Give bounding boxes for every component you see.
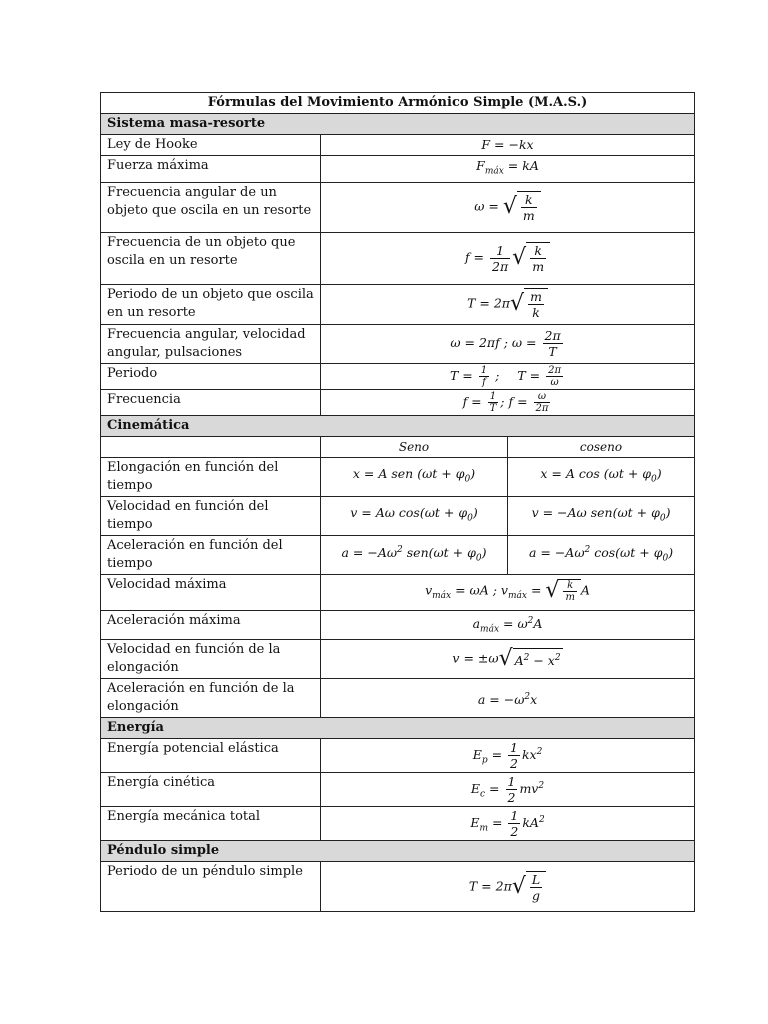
section-energy: Energía [101, 718, 695, 739]
page-title: Fórmulas del Movimiento Armónico Simple (M.A.S.) [101, 93, 695, 114]
column-header-cosine: coseno [508, 436, 695, 457]
row-label-period: Periodo [101, 363, 321, 389]
row-label-mechanical: Energía mecánica total [101, 807, 321, 841]
section-kinematics: Cinemática [101, 415, 695, 436]
formula-hooke: F = −kx [321, 135, 695, 156]
formula-velocity-sine: v = Aω $\cos(\omega t + \varphi_0)$ [321, 496, 508, 535]
formula-period: T = $\frac{1}{f}$ ; T = $\frac{2\pi}{\omega}$ [321, 363, 695, 389]
header-blank [101, 436, 321, 457]
formula-pendulum-period: T = 2π√ $\frac{L}{g}$ [321, 862, 695, 912]
formula-table [100, 92, 695, 912]
row-label-max-force: Fuerza máxima [101, 156, 321, 183]
formula-velocity-cosine: v = −Aω $sen(\omega t + \varphi_0)$ [508, 496, 695, 535]
section-pendulum: Péndulo simple [101, 841, 695, 862]
formula-acceleration-sine: $a = -A\omega^2$ $sen(\omega t + \varphi_0)$ [321, 535, 508, 574]
formula-ang-freq-spring: ω = √ $\frac{k}{m}$ [321, 182, 695, 232]
formula-period-spring: T = 2π√ $\frac{m}{k}$ [321, 284, 695, 324]
formula-elongation-sine: x = A sen $(\omega t + \varphi_0)$ [321, 457, 508, 496]
row-label-accel-elong: Aceleración en función de la elongación [101, 679, 321, 718]
formula-frequency: f = $\frac{1}{T}$ ; f = $\frac{\omega}{2\pi}$ [321, 389, 695, 415]
formula-accel-elong: $a = -\omega^2x$ [321, 679, 695, 718]
formula-max-acceleration: $a_{máx} = \omega^2A$ [321, 610, 695, 640]
row-label-pendulum-period: Periodo de un péndulo simple [101, 862, 321, 912]
row-label-potential: Energía potencial elástica [101, 739, 321, 773]
formula-velocity-elong: v = ±ω√ $A^2 - x^2$ [321, 640, 695, 679]
formula-elongation-cosine: x = A $\cos (\omega t + \varphi_0)$ [508, 457, 695, 496]
row-label-period-spring: Periodo de un objeto que oscila en un resorte [101, 284, 321, 324]
formula-freq-spring: f = $\frac{1}{2\pi}$ √ $\frac{k}{m}$ [321, 232, 695, 284]
row-label-ang-freq-spring: Frecuencia angular de un objeto que oscila en un resorte [101, 182, 321, 232]
formula-acceleration-cosine: $a = -A\omega^2$ $\cos(\omega t + \varphi_0)$ [508, 535, 695, 574]
column-header-sine: Seno [321, 436, 508, 457]
formula-mechanical: $E_m$ = $\frac{1}{2}$ $kA^2$ [321, 807, 695, 841]
row-label-hooke: Ley de Hooke [101, 135, 321, 156]
row-label-max-acceleration: Aceleración máxima [101, 610, 321, 640]
formula-max-force: $F_{máx}$ = kA [321, 156, 695, 183]
row-label-frequency: Frecuencia [101, 389, 321, 415]
formula-potential: $E_p$ = $\frac{1}{2}$ $kx^2$ [321, 739, 695, 773]
formula-ang-freq: ω = 2πf ; ω = $\frac{2\pi}{T}$ [321, 324, 695, 363]
formula-max-velocity: $v_{máx} = \omega A$ ; $v_{máx}$ = √ $\frac{k}{m}$ A [321, 574, 695, 610]
row-label-max-velocity: Velocidad máxima [101, 574, 321, 610]
row-label-velocity-elong: Velocidad en función de la elongación [101, 640, 321, 679]
formula-kinetic: $E_c$ = $\frac{1}{2}$ $mv^2$ [321, 773, 695, 807]
row-label-kinetic: Energía cinética [101, 773, 321, 807]
row-label-ang-freq: Frecuencia angular, velocidad angular, pulsaciones [101, 324, 321, 363]
row-label-elongation: Elongación en función del tiempo [101, 457, 321, 496]
row-label-freq-spring: Frecuencia de un objeto que oscila en un resorte [101, 232, 321, 284]
section-spring: Sistema masa-resorte [101, 114, 695, 135]
row-label-acceleration: Aceleración en función del tiempo [101, 535, 321, 574]
row-label-velocity: Velocidad en función del tiempo [101, 496, 321, 535]
